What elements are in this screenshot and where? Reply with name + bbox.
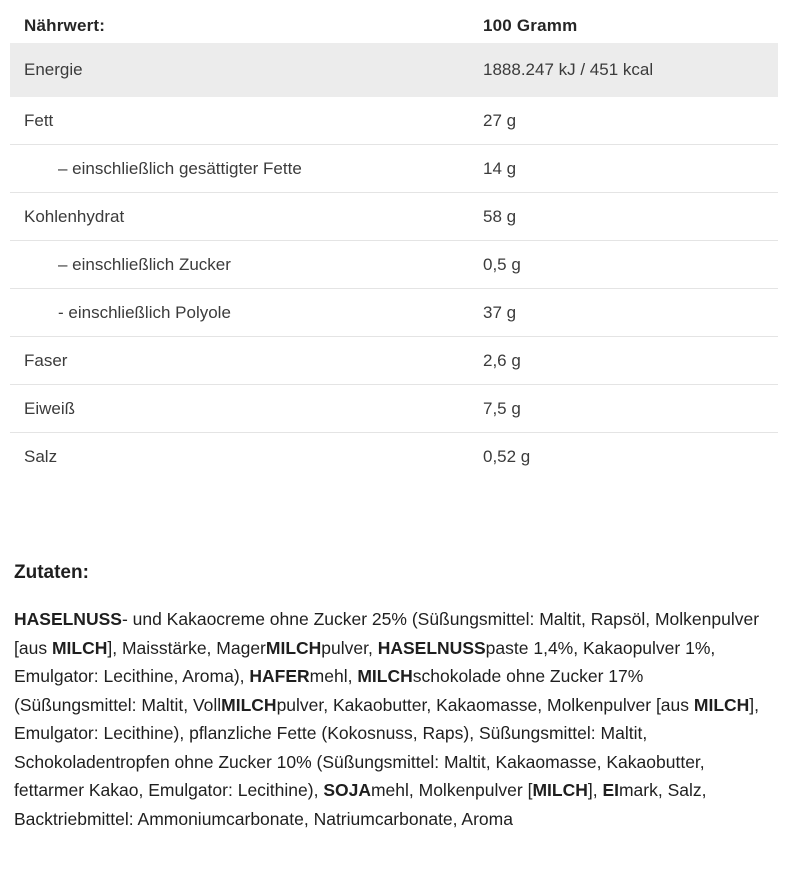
nutrient-value: 1888.247 kJ / 451 kcal xyxy=(483,60,654,79)
table-row xyxy=(10,145,778,193)
nutrient-value: 0,5 g xyxy=(483,254,521,274)
nutrient-value: 0,52 g xyxy=(483,447,531,466)
table-row xyxy=(10,193,778,241)
nutrient-value: 37 g xyxy=(483,302,517,322)
nutrient-value: 7,5 g xyxy=(483,398,521,418)
nutrient-value: 14 g xyxy=(483,158,517,178)
table-row xyxy=(10,433,778,481)
nutrient-label: Faser xyxy=(24,350,68,370)
nutrition-rows xyxy=(10,43,778,481)
nutrient-label: – einschließlich gesättigter Fette xyxy=(58,158,302,178)
table-row xyxy=(10,241,778,289)
ingredients-heading: Zutaten: xyxy=(14,562,89,583)
nutrition-table-header xyxy=(10,8,778,43)
nutrient-label: Fett xyxy=(24,110,54,130)
nutrient-value: 2,6 g xyxy=(483,350,521,370)
table-row xyxy=(10,337,778,385)
nutrient-label: Energie xyxy=(24,60,83,79)
nutrition-header-label: Nährwert: xyxy=(24,15,106,35)
table-row xyxy=(10,43,778,97)
nutrient-label: - einschließlich Polyole xyxy=(58,302,231,322)
table-row xyxy=(10,97,778,145)
nutrient-label: Eiweiß xyxy=(24,398,76,418)
table-row xyxy=(10,385,778,433)
nutrient-label: Salz xyxy=(24,447,58,466)
nutrient-label: – einschließlich Zucker xyxy=(58,254,231,274)
ingredients-section xyxy=(14,562,774,833)
table-row xyxy=(10,289,778,337)
nutrient-value: 58 g xyxy=(483,206,517,226)
nutrient-label: Kohlenhydrat xyxy=(24,206,125,226)
nutrition-header-value: 100 Gramm xyxy=(483,15,578,35)
ingredients-text: HASELNUSS- und Kakaocreme ohne Zucker 25% (Süßungsmittel: Maltit, Rapsöl, Molkenpulver [aus MILCH], Maisstärke, MagerMILCHpulver, HASELNUSSpaste 1,4%, Kakaopulver 1%, Emulgator: Lecithine, Aroma), HAFERmehl, MILCHschokolade ohne Zucker 17% (Süßungsmittel: Maltit, VollMILCHpulver, Kakaobutter, Kakaomasse, Molkenpulver [aus MILCH], Emulgator: Lecithine), pflanzliche Fette (Kokosnuss, Raps), Süßungsmittel: Maltit, Schokoladentropfen ohne Zucker 10% (Süßungsmittel: Maltit, Kakaomasse, Kakaobutter, fettarmer Kakao, Emulgator: Lecithine), SOJAmehl, Molkenpulver [MILCH], EImark, Salz, Backtriebmittel: Ammoniumcarbonate, Natriumcarbonate, Aroma xyxy=(14,609,760,829)
nutrition-table xyxy=(10,8,778,481)
nutrient-value: 27 g xyxy=(483,110,517,130)
